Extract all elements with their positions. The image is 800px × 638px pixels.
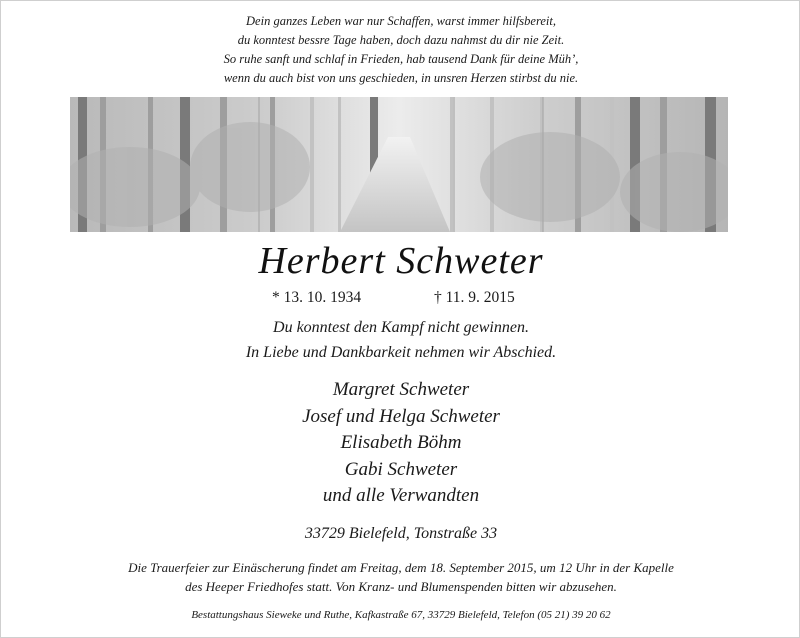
mourners-list: [1, 377, 800, 510]
birth-date: * 13. 10. 1934: [272, 289, 362, 306]
poem-line: wenn du auch bist von uns geschieden, in unsren Herzen stirbst du nie.: [223, 71, 579, 85]
family-address: 33729 Bielefeld, Tonstraße 33: [304, 525, 498, 542]
mourner-name: Josef und Helga Schweter: [302, 405, 500, 427]
undertaker-info: Bestattungshaus Sieweke und Ruthe, Kafkastraße 67, 33729 Bielefeld, Telefon (05 21) 39 20 62: [191, 609, 611, 621]
poem-line: du konntest bessre Tage haben, doch dazu nahmst du dir nie Zeit.: [237, 33, 565, 47]
mourner-name: und alle Verwandten: [322, 485, 480, 506]
ceremony-line: Die Trauerfeier zur Einäscherung findet am Freitag, dem 18. September 2015, um 12 Uhr in der Kapelle: [128, 560, 674, 575]
ceremony-line: des Heeper Friedhofes statt. Von Kranz- und Blumenspenden bitten wir abzusehen.: [185, 579, 617, 594]
mourner-name: Margret Schweter: [332, 379, 470, 400]
mourner-name: Elisabeth Böhm: [340, 432, 462, 453]
death-date: † 11. 9. 2015: [434, 289, 515, 306]
poem: [1, 12, 800, 88]
mourner-name: Gabi Schweter: [344, 458, 458, 480]
deceased-name: Herbert Schweter: [258, 240, 544, 282]
ceremony-notice: [1, 558, 800, 596]
poem-line: So ruhe sanft und schlaf in Frieden, hab tausend Dank für deine Müh’,: [223, 52, 579, 66]
poem-line: Dein ganzes Leben war nur Schaffen, warst immer hilfsbereit,: [246, 14, 556, 28]
forest-path-image: [70, 97, 728, 232]
forest-picture: [70, 97, 728, 232]
farewell-line: In Liebe und Dankbarkeit nehmen wir Abschied.: [245, 344, 557, 361]
farewell-line: Du konntest den Kampf nicht gewinnen.: [273, 319, 529, 336]
